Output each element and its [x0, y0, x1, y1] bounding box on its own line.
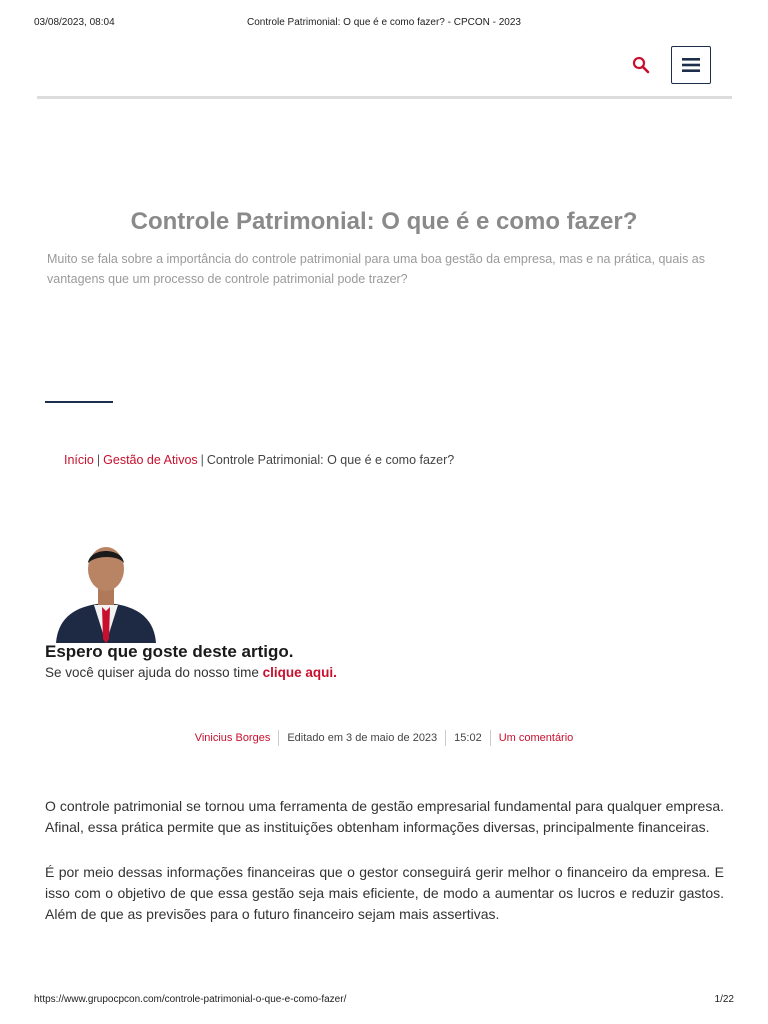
comments-link[interactable]: Um comentário — [498, 732, 574, 744]
cta-text — [45, 665, 337, 680]
breadcrumb-separator: | — [200, 453, 204, 467]
article-paragraph: É por meio dessas informações financeiras que o gestor conseguirá gerir melhor o financeiro da empresa. E isso com o objetivo de que essa gestão seja mais eficiente, de modo a aumentar os lucros e reduzir gastos. Além de que as previsões para o futuro financeiro sejam mais assertivas. — [45, 864, 724, 922]
print-page-number: 1/22 — [714, 994, 734, 1005]
page-subtitle: Muito se fala sobre a importância do controle patrimonial para uma boa gestão da empresa, mas e na prática, quais as vantagens que um processo de controle patrimonial pode trazer? — [47, 252, 706, 286]
breadcrumb-current: Controle Patrimonial: O que é e como fazer? — [206, 453, 455, 467]
cta-title: Espero que goste deste artigo. — [45, 642, 294, 661]
edited-time: 15:02 — [445, 730, 490, 746]
author-link[interactable]: Vinicius Borges — [194, 732, 271, 744]
breadcrumb-separator: | — [96, 453, 101, 467]
article-body — [45, 796, 724, 949]
search-button[interactable] — [631, 55, 653, 77]
edited-date: Editado em 3 de maio de 2023 — [278, 730, 445, 746]
article-paragraph: O controle patrimonial se tornou uma ferramenta de gestão empresarial fundamental para qualquer empresa. Afinal, essa prática permite que as instituições obtenham informações diversas, principalmente financeiras. — [45, 798, 724, 835]
print-header — [0, 17, 768, 31]
print-page-title: Controle Patrimonial: O que é e como fazer? - CPCON - 2023 — [246, 17, 521, 28]
page-title: Controle Patrimonial: O que é e como fazer? — [130, 208, 638, 235]
print-footer — [0, 994, 768, 1008]
print-datetime: 03/08/2023, 08:04 — [34, 17, 115, 28]
header-divider — [37, 96, 732, 99]
article-meta — [0, 730, 768, 746]
title-accent-line — [45, 401, 113, 403]
print-url: https://www.grupocpcon.com/controle-patrimonial-o-que-e-como-fazer/ — [34, 994, 347, 1005]
hamburger-menu-icon — [682, 58, 700, 72]
cta-message: Se você quiser ajuda do nosso time — [45, 665, 263, 680]
author-avatar — [52, 543, 160, 643]
cta-link[interactable]: clique aqui. — [262, 665, 337, 680]
breadcrumb-home-link[interactable]: Início — [64, 453, 94, 467]
breadcrumb-category-link[interactable]: Gestão de Ativos — [103, 453, 198, 467]
menu-button[interactable] — [671, 46, 711, 84]
breadcrumb — [64, 453, 454, 467]
search-icon — [631, 55, 653, 77]
